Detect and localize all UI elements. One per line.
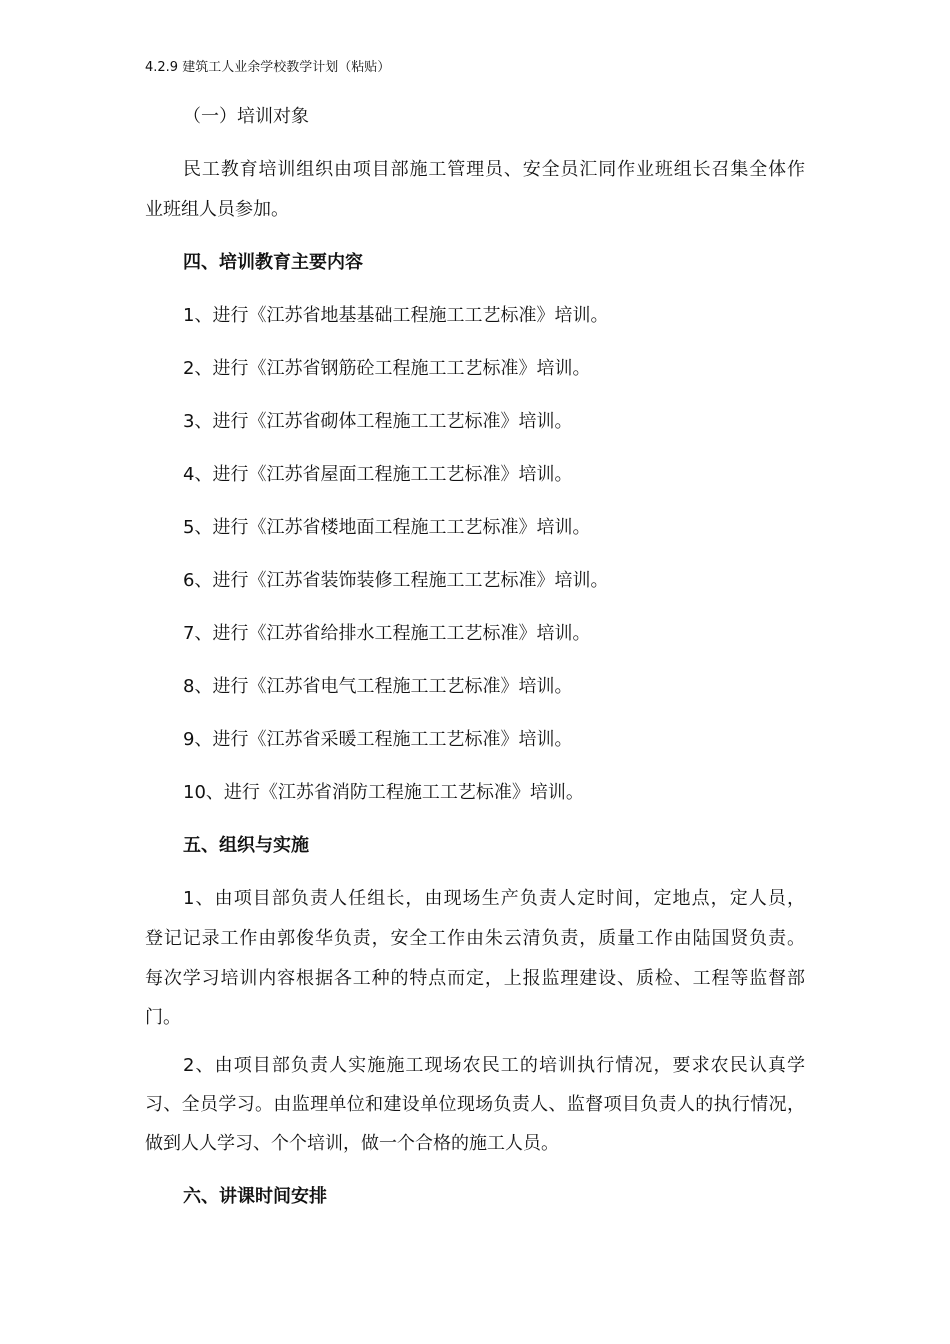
content-list-item: 8、进行《江苏省电气工程施工工艺标准》培训。 (183, 676, 573, 697)
content-list-item: 2、进行《江苏省钢筋砼工程施工工艺标准》培训。 (183, 358, 591, 379)
content-list-item: 10、进行《江苏省消防工程施工工艺标准》培训。 (183, 782, 584, 803)
content-list-item: 9、进行《江苏省采暖工程施工工艺标准》培训。 (183, 729, 573, 750)
page-header: 4.2.9 建筑工人业余学校教学计划（粘贴） (145, 60, 391, 75)
implementation-paragraph-line: 习、全员学习。由监理单位和建设单位现场负责人、监督项目负责人的执行情况， (145, 1094, 805, 1115)
organization-paragraph-line: 登记记录工作由郭俊华负责，安全工作由朱云清负责，质量工作由陆国贤负责。 (145, 928, 805, 949)
content-list-item: 4、进行《江苏省屋面工程施工工艺标准》培训。 (183, 464, 573, 485)
section-four-heading: 四、培训教育主要内容 (183, 252, 363, 273)
organization-paragraph-line: 门。 (145, 1007, 181, 1028)
section-six-heading: 六、讲课时间安排 (183, 1186, 327, 1207)
content-list-item: 6、进行《江苏省装饰装修工程施工工艺标准》培训。 (183, 570, 609, 591)
organization-paragraph-line: 1、由项目部负责人任组长，由现场生产负责人定时间，定地点，定人员， (183, 888, 805, 909)
implementation-paragraph-line: 2、由项目部负责人实施施工现场农民工的培训执行情况，要求农民认真学 (183, 1055, 805, 1076)
training-target-heading: （一）培训对象 (183, 106, 309, 127)
training-target-paragraph-line: 民工教育培训组织由项目部施工管理员、安全员汇同作业班组长召集全体作 (183, 159, 805, 180)
content-list-item: 3、进行《江苏省砌体工程施工工艺标准》培训。 (183, 411, 573, 432)
content-list-item: 7、进行《江苏省给排水工程施工工艺标准》培训。 (183, 623, 591, 644)
section-five-heading: 五、组织与实施 (183, 835, 309, 856)
implementation-paragraph-line: 做到人人学习、个个培训，做一个合格的施工人员。 (145, 1133, 559, 1154)
content-list-item: 5、进行《江苏省楼地面工程施工工艺标准》培训。 (183, 517, 591, 538)
training-target-paragraph-line: 业班组人员参加。 (145, 199, 289, 220)
content-list-item: 1、进行《江苏省地基基础工程施工工艺标准》培训。 (183, 305, 609, 326)
organization-paragraph-line: 每次学习培训内容根据各工种的特点而定，上报监理建设、质检、工程等监督部 (145, 968, 805, 989)
